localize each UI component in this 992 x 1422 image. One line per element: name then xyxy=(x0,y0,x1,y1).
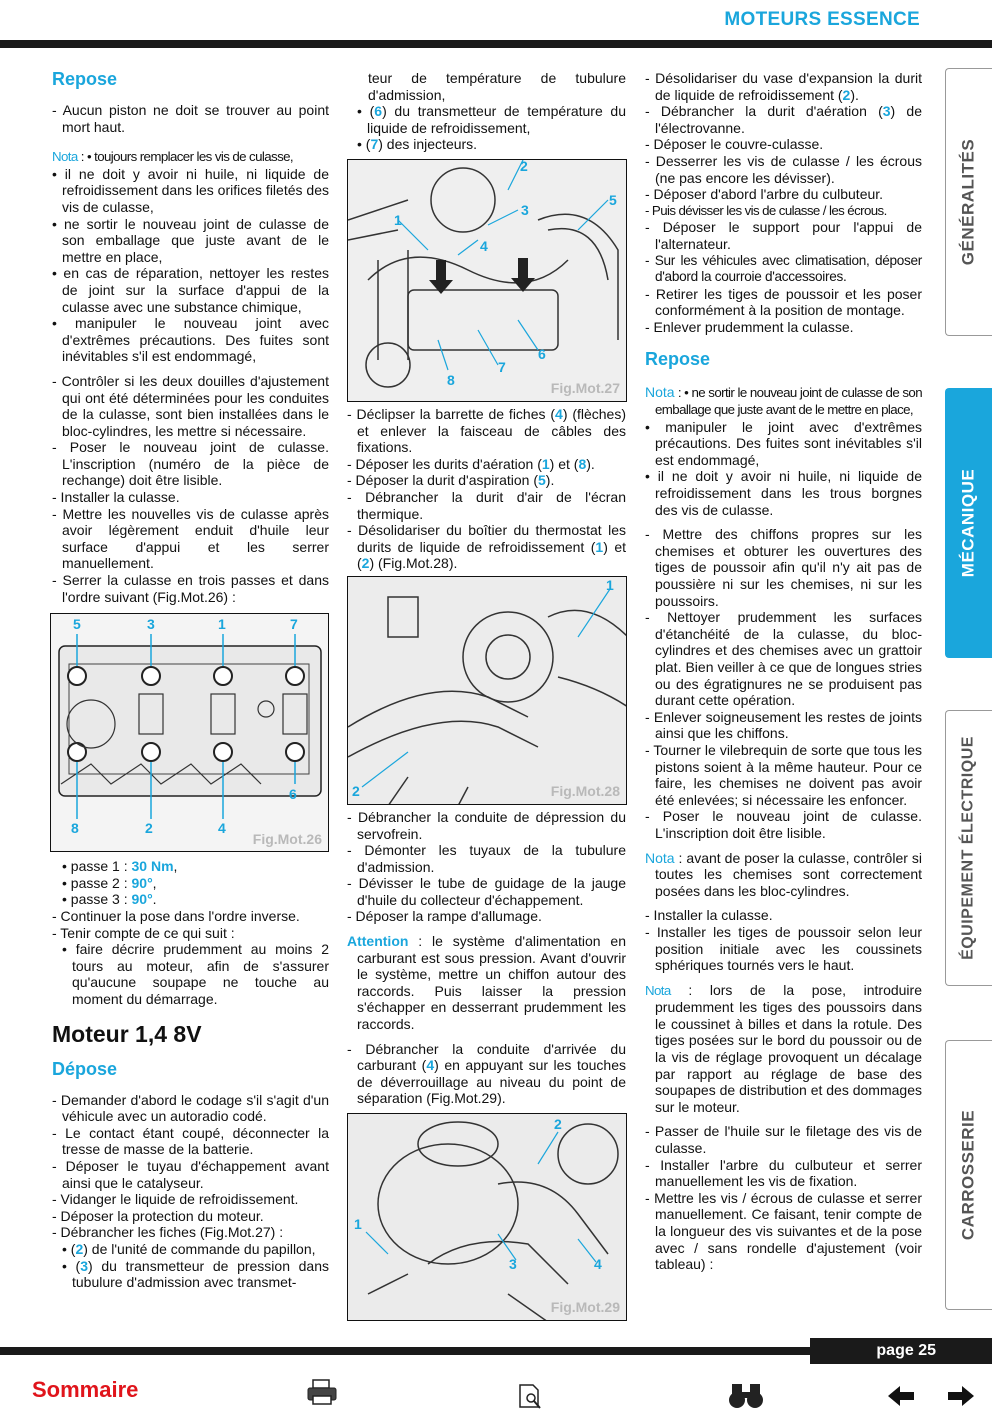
arrow-right-icon[interactable] xyxy=(946,1384,976,1412)
step: - Demander d'abord le codage s'il s'agit d'un véhicule avec un autoradio codé. xyxy=(52,1091,329,1125)
step: - Poser le nouveau joint de culasse. L'inscription doit être lisible. xyxy=(645,808,922,841)
section-title-repose: Repose xyxy=(52,69,118,89)
fig-number: 5 xyxy=(73,616,81,633)
column-3 xyxy=(645,70,922,1273)
step: - Nettoyer prudemment les surfaces d'étanchéité de la culasse, du bloc-cylindres et des chemises avec un grattoir plat. Bien veiller à ce que de longues stries ou des égratignures ne se produisent pas durant cette opération. xyxy=(645,609,922,709)
step: - Installer la culasse. xyxy=(645,907,773,924)
header-bar xyxy=(0,40,992,48)
note: Nota : lors de la pose, introduire prudemment les tiges des poussoirs dans le coussinet à billes et dans la rotule. Des tiges posées sur le bord du poussoir ou de la vis de réglage provoquent un décalage par rapport au réglage de base des soupapes de distribution et des dommages sur le moteur. xyxy=(645,981,922,1115)
step: - Installer les tiges de poussoir selon leur position initiale avec les coussinets sphériques tournés vers le haut. xyxy=(645,923,922,974)
paragraph: teur de température de tubulure d'admission, xyxy=(368,70,626,103)
engine-bay-drawing xyxy=(348,160,627,402)
section-title-moteur: Moteur 1,4 8V xyxy=(52,1020,202,1047)
note: Nota : avant de poser la culasse, contrôler si toutes les chemises sont correctement posées dans les bloc-cylindres. xyxy=(645,849,922,899)
fig-number: 1 xyxy=(354,1216,362,1232)
step: - Débrancher la durit d'air de l'écran thermique. xyxy=(347,488,626,522)
step: - Désolidariser du boîtier du thermostat les durits de liquide de refroidissement (1) et (2) (Fig.Mot.28). xyxy=(347,522,626,572)
tab-mecanique[interactable]: MÉCANIQUE xyxy=(945,388,992,658)
fig-number: 1 xyxy=(218,616,226,633)
fig-number: 2 xyxy=(352,782,360,799)
figure-mot-26 xyxy=(50,613,329,852)
expansion-tank-drawing xyxy=(348,1114,627,1321)
step: - Tourner le vilebrequin de sorte que tous les pistons soient à la même hauteur. Pour ce faire, les chemises ne doivent pas avoir été enlevées; si nécessaire les enfoncer. xyxy=(645,741,922,808)
step: - Déposer la rampe d'allumage. xyxy=(347,908,542,925)
bullet: • faire décrire prudemment au moins 2 tours au moteur, afin de s'assurer qu'aucune soupape ne touche au moment du démarrage. xyxy=(62,941,329,1007)
note: Nota : • ne sortir le nouveau joint de culasse de son emballage que juste avant de le mettre en place, xyxy=(645,383,922,418)
section-title-repose-2: Repose xyxy=(645,348,711,369)
attention-note: Attention : le système d'alimentation en carburant est sous pression. Avant d'ouvrir le système, mettre un chiffon autour des raccords. Puis laisser la pression s'échapper en desserrant prudemment les raccords. xyxy=(347,933,626,1033)
figure-label: Fig.Mot.26 xyxy=(252,830,322,847)
column-1 xyxy=(52,62,329,1291)
step: - Dévisser le tube de guidage de la jauge d'huile du collecteur d'échappement. xyxy=(347,875,626,908)
paragraph: - Aucun piston ne doit se trouver au point mort haut. xyxy=(52,102,329,135)
fig-number: 3 xyxy=(521,201,529,218)
step: - Enlever soigneusement les restes de joints ainsi que les chiffons. xyxy=(645,708,922,742)
step: - Retirer les tiges de poussoir et les poser conformément à la position de montage. xyxy=(645,285,922,319)
step: - Débrancher les fiches (Fig.Mot.27) : xyxy=(52,1224,284,1241)
figure-label: Fig.Mot.27 xyxy=(550,380,620,397)
fig-number: 2 xyxy=(145,820,153,837)
bullet: • manipuler le nouveau joint avec d'extrêmes précautions. Des fuites sont inévitables s'il est endommagé, xyxy=(52,315,329,365)
bullet: • (6) du transmetteur de température du liquide de refroidissement, xyxy=(357,103,626,136)
step: - Continuer la pose dans l'ordre inverse. xyxy=(52,908,300,924)
step: - Puis dévisser les vis de culasse / les écrous. xyxy=(645,202,887,218)
step: - Passer de l'huile sur le filetage des vis de culasse. xyxy=(645,1123,922,1157)
step: - Déposer les durits d'aération (1) et (8). xyxy=(347,455,595,472)
step: - Désolidariser du vase d'expansion la durit de liquide de refroidissement (2). xyxy=(645,70,922,103)
bullet: • en cas de réparation, nettoyer les restes de joint sur la surface d'appui de la culasse avec une substance chimique, xyxy=(52,265,329,315)
step: - Serrer la culasse en trois passes et dans l'ordre suivant (Fig.Mot.26) : xyxy=(52,572,329,605)
bullet: • (3) du transmetteur de pression dans tubulure d'admission avec transmet- xyxy=(62,1257,330,1291)
step: - Débrancher la conduite d'arrivée du carburant (4) en appuyant sur les touches de déverrouillage au niveau du point de séparation (Fig.Mot.29). xyxy=(347,1040,626,1107)
header-title: MOTEURS ESSENCE xyxy=(724,9,920,30)
torque-pass: • passe 1 : 30 Nm, xyxy=(62,858,178,875)
tab-carrosserie[interactable]: CARROSSERIE xyxy=(945,1040,992,1310)
step: - Installer l'arbre du culbuteur et serrer manuellement les vis de fixation. xyxy=(645,1156,922,1190)
step: - Tenir compte de ce qui suit : xyxy=(52,924,235,941)
fig-number: 6 xyxy=(289,786,297,803)
fig-number: 2 xyxy=(520,158,528,174)
section-title-depose: Dépose xyxy=(52,1058,118,1079)
step: - Déposer d'abord l'arbre du culbuteur. xyxy=(645,186,884,203)
arrow-left-icon[interactable] xyxy=(886,1384,916,1412)
fig-number: 6 xyxy=(538,345,546,362)
search-page-icon[interactable] xyxy=(518,1383,544,1415)
fig-number: 2 xyxy=(554,1116,562,1132)
step: - Poser le nouveau joint de culasse. L'inscription (numéro de la pièce de rechange) doit être lisible. xyxy=(52,439,329,489)
fig-number: 1 xyxy=(606,576,614,593)
fig-number: 7 xyxy=(498,358,506,375)
fig-number: 4 xyxy=(594,1256,602,1272)
step: - Déposer la protection du moteur. xyxy=(52,1207,264,1224)
figure-mot-29 xyxy=(347,1113,627,1321)
column-2 xyxy=(347,70,626,1321)
step: - Desserrer les vis de culasse / les écrous (ne pas encore les dévisser). xyxy=(645,152,922,186)
fig-number: 3 xyxy=(147,616,155,633)
step: - Déposer le support pour l'appui de l'alternateur. xyxy=(645,219,922,252)
fig-number: 1 xyxy=(394,211,402,228)
step: - Enlever prudemment la culasse. xyxy=(645,318,854,335)
figure-label: Fig.Mot.29 xyxy=(550,1299,620,1316)
binoculars-icon[interactable] xyxy=(728,1380,766,1414)
torque-pass: • passe 3 : 90°. xyxy=(62,891,157,908)
step: - Débrancher la conduite de dépression du servofrein. xyxy=(347,808,626,842)
tab-generalites[interactable]: GÉNÉRALITÉS xyxy=(945,68,992,336)
step: - Vidanger le liquide de refroidissement. xyxy=(52,1191,299,1208)
step: - Déposer le couvre-culasse. xyxy=(645,136,824,153)
printer-icon[interactable] xyxy=(306,1378,338,1410)
note xyxy=(52,149,329,166)
cylinder-head-drawing xyxy=(51,614,329,852)
bullet: • manipuler le joint avec d'extrêmes précautions. Des fuites sont inévitables s'il est endommagé, xyxy=(645,418,922,468)
fig-number: 8 xyxy=(71,820,79,837)
page-number: page 25 xyxy=(810,1338,992,1364)
step: - Mettre les vis / écrous de culasse et serrer manuellement. Ce faisant, tenir compte de la longueur des vis suivantes et de la pose avec / sans rondelle d'ajustement (voir tableau) : xyxy=(645,1189,922,1273)
fig-number: 4 xyxy=(480,237,488,254)
step: - Contrôler si les deux douilles d'ajustement qui ont été déterminées pour les conduites de la culasse, sont bien installées dans le bloc-cylindres, les mettre si nécessaire. xyxy=(52,372,329,439)
step: - Mettre les nouvelles vis de culasse après avoir légèrement enduit d'huile leur surface d'appui et les serrer manuellement. xyxy=(52,505,329,572)
fig-number: 8 xyxy=(447,371,455,388)
fig-number: 7 xyxy=(290,616,298,633)
figure-mot-27 xyxy=(347,159,627,402)
fig-number: 3 xyxy=(509,1256,517,1272)
step: - Installer la culasse. xyxy=(52,489,180,506)
step: - Démonter les tuyaux de la tubulure d'admission. xyxy=(347,842,626,875)
note-label: Nota xyxy=(52,149,78,165)
step: - Sur les véhicules avec climatisation, déposer d'abord la courroie d'accessoires. xyxy=(645,252,922,285)
fig-number: 4 xyxy=(218,820,226,837)
step: - Débrancher la durit d'aération (3) de l'électrovanne. xyxy=(645,103,922,136)
footer-bar xyxy=(0,1347,810,1355)
bullet: • (7) des injecteurs. xyxy=(357,136,478,153)
step: - Le contact étant coupé, déconnecter la tresse de masse de la batterie. xyxy=(52,1124,329,1158)
bullet: • il ne doit y avoir ni huile, ni liquide de refroidissement dans les trous borgnes des vis de culasse. xyxy=(645,468,922,518)
bullet: • (2) de l'unité de commande du papillon, xyxy=(62,1240,316,1257)
tab-equipement-electrique[interactable]: ÉQUIPEMENT ÉLECTRIQUE xyxy=(945,710,992,986)
sommaire-link[interactable]: Sommaire xyxy=(32,1377,139,1402)
note-text: : • toujours remplacer les vis de culasse, xyxy=(77,149,294,165)
bullet: • il ne doit y avoir ni huile, ni liquide de refroidissement dans les orifices filetés des vis de culasse, xyxy=(52,165,329,215)
step: - Déclipser la barrette de fiches (4) (flèches) et enlever la faisceau de câbles des fixations. xyxy=(347,405,626,456)
thermostat-housing-drawing xyxy=(348,577,627,805)
step: - Mettre des chiffons propres sur les chemises et obturer les ouvertures des tiges de poussoir afin qu'il n'y ait pas de poussière ni sur les chemises, ni sur les poussoirs. xyxy=(645,526,922,609)
bullet: • ne sortir le nouveau joint de culasse de son emballage que juste avant de le mettre en place, xyxy=(52,215,329,265)
step: - Déposer la durit d'aspiration (5). xyxy=(347,472,555,489)
figure-label: Fig.Mot.28 xyxy=(550,783,620,800)
torque-pass: • passe 2 : 90°, xyxy=(62,874,157,891)
step: - Déposer le tuyau d'échappement avant ainsi que le catalyseur. xyxy=(52,1157,329,1191)
figure-mot-28 xyxy=(347,576,627,805)
fig-number: 5 xyxy=(609,191,617,208)
